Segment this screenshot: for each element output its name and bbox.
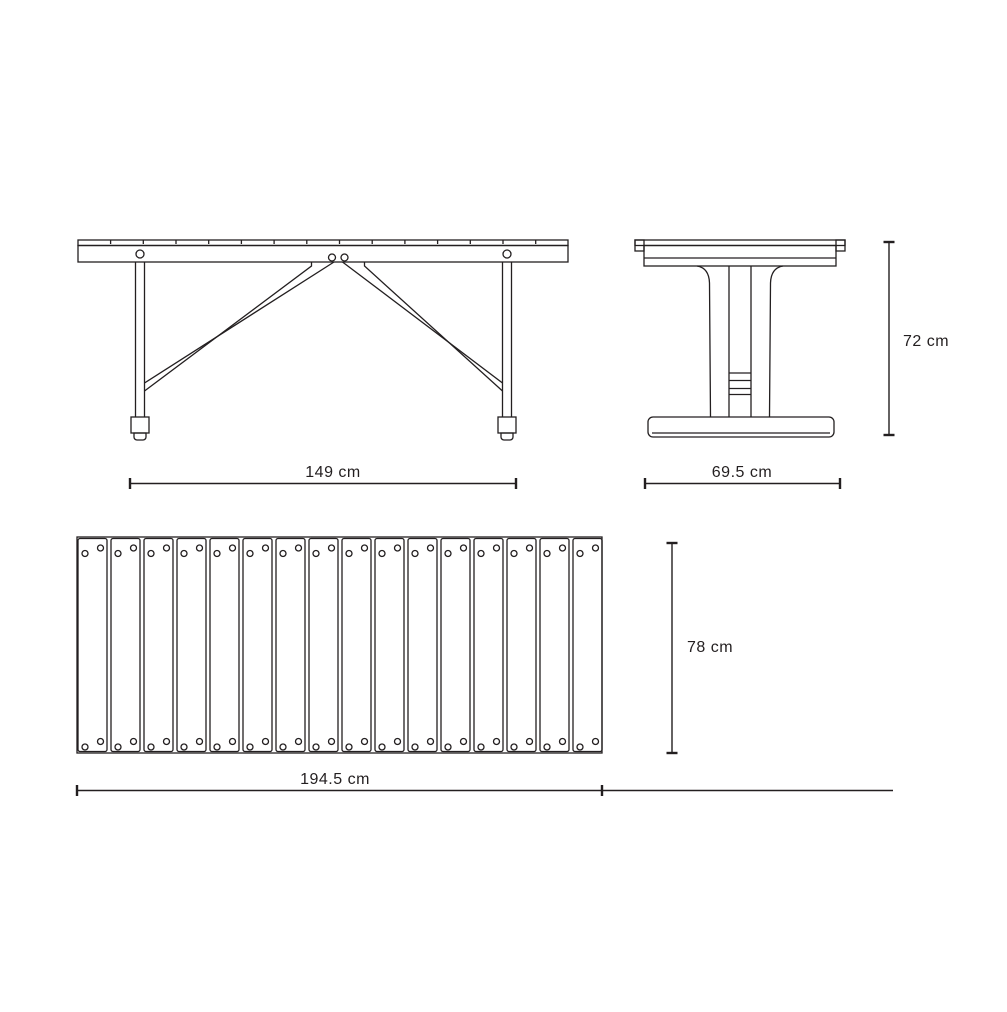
side-height-dimension <box>884 242 950 435</box>
top-depth-dimension <box>667 543 734 753</box>
tabletop-slat <box>78 539 107 752</box>
apron <box>78 246 568 263</box>
left-leg <box>131 262 149 440</box>
top-depth-dimension-label: 78 cm <box>687 639 734 656</box>
tabletop-slat <box>243 539 272 752</box>
top-length-dimension <box>77 771 893 796</box>
cross-braces <box>145 262 503 391</box>
tabletop-edge <box>78 240 568 246</box>
tabletop-slat <box>111 539 140 752</box>
front-width-dimension-label: 149 cm <box>305 464 361 481</box>
tabletop-slat <box>177 539 206 752</box>
side-foot <box>648 417 834 437</box>
side-width-dimension <box>645 464 840 489</box>
tabletop-slat <box>375 539 404 752</box>
side-apron <box>644 246 836 267</box>
tabletop-slat <box>309 539 338 752</box>
tabletop-slat <box>276 539 305 752</box>
tabletop-slat <box>573 539 602 752</box>
right-leg <box>498 262 516 440</box>
tabletop-slat <box>144 539 173 752</box>
side-height-dimension-label: 72 cm <box>903 333 950 350</box>
side-legs <box>697 266 783 417</box>
tabletop-slat <box>210 539 239 752</box>
tabletop-slat <box>441 539 470 752</box>
tabletop-slats <box>78 539 602 752</box>
tabletop-slat <box>342 539 371 752</box>
front-width-dimension <box>130 464 516 489</box>
top-view <box>77 537 893 796</box>
top-length-dimension-label: 194.5 cm <box>300 771 370 788</box>
tabletop-slat <box>507 539 536 752</box>
front-view <box>78 240 568 489</box>
side-width-dimension-label: 69.5 cm <box>711 464 773 481</box>
screw-holes <box>136 250 511 261</box>
tabletop-slat <box>408 539 437 752</box>
side-view <box>635 240 949 489</box>
tabletop-slat <box>474 539 503 752</box>
tabletop-outline <box>77 537 602 753</box>
tabletop-slat <box>540 539 569 752</box>
